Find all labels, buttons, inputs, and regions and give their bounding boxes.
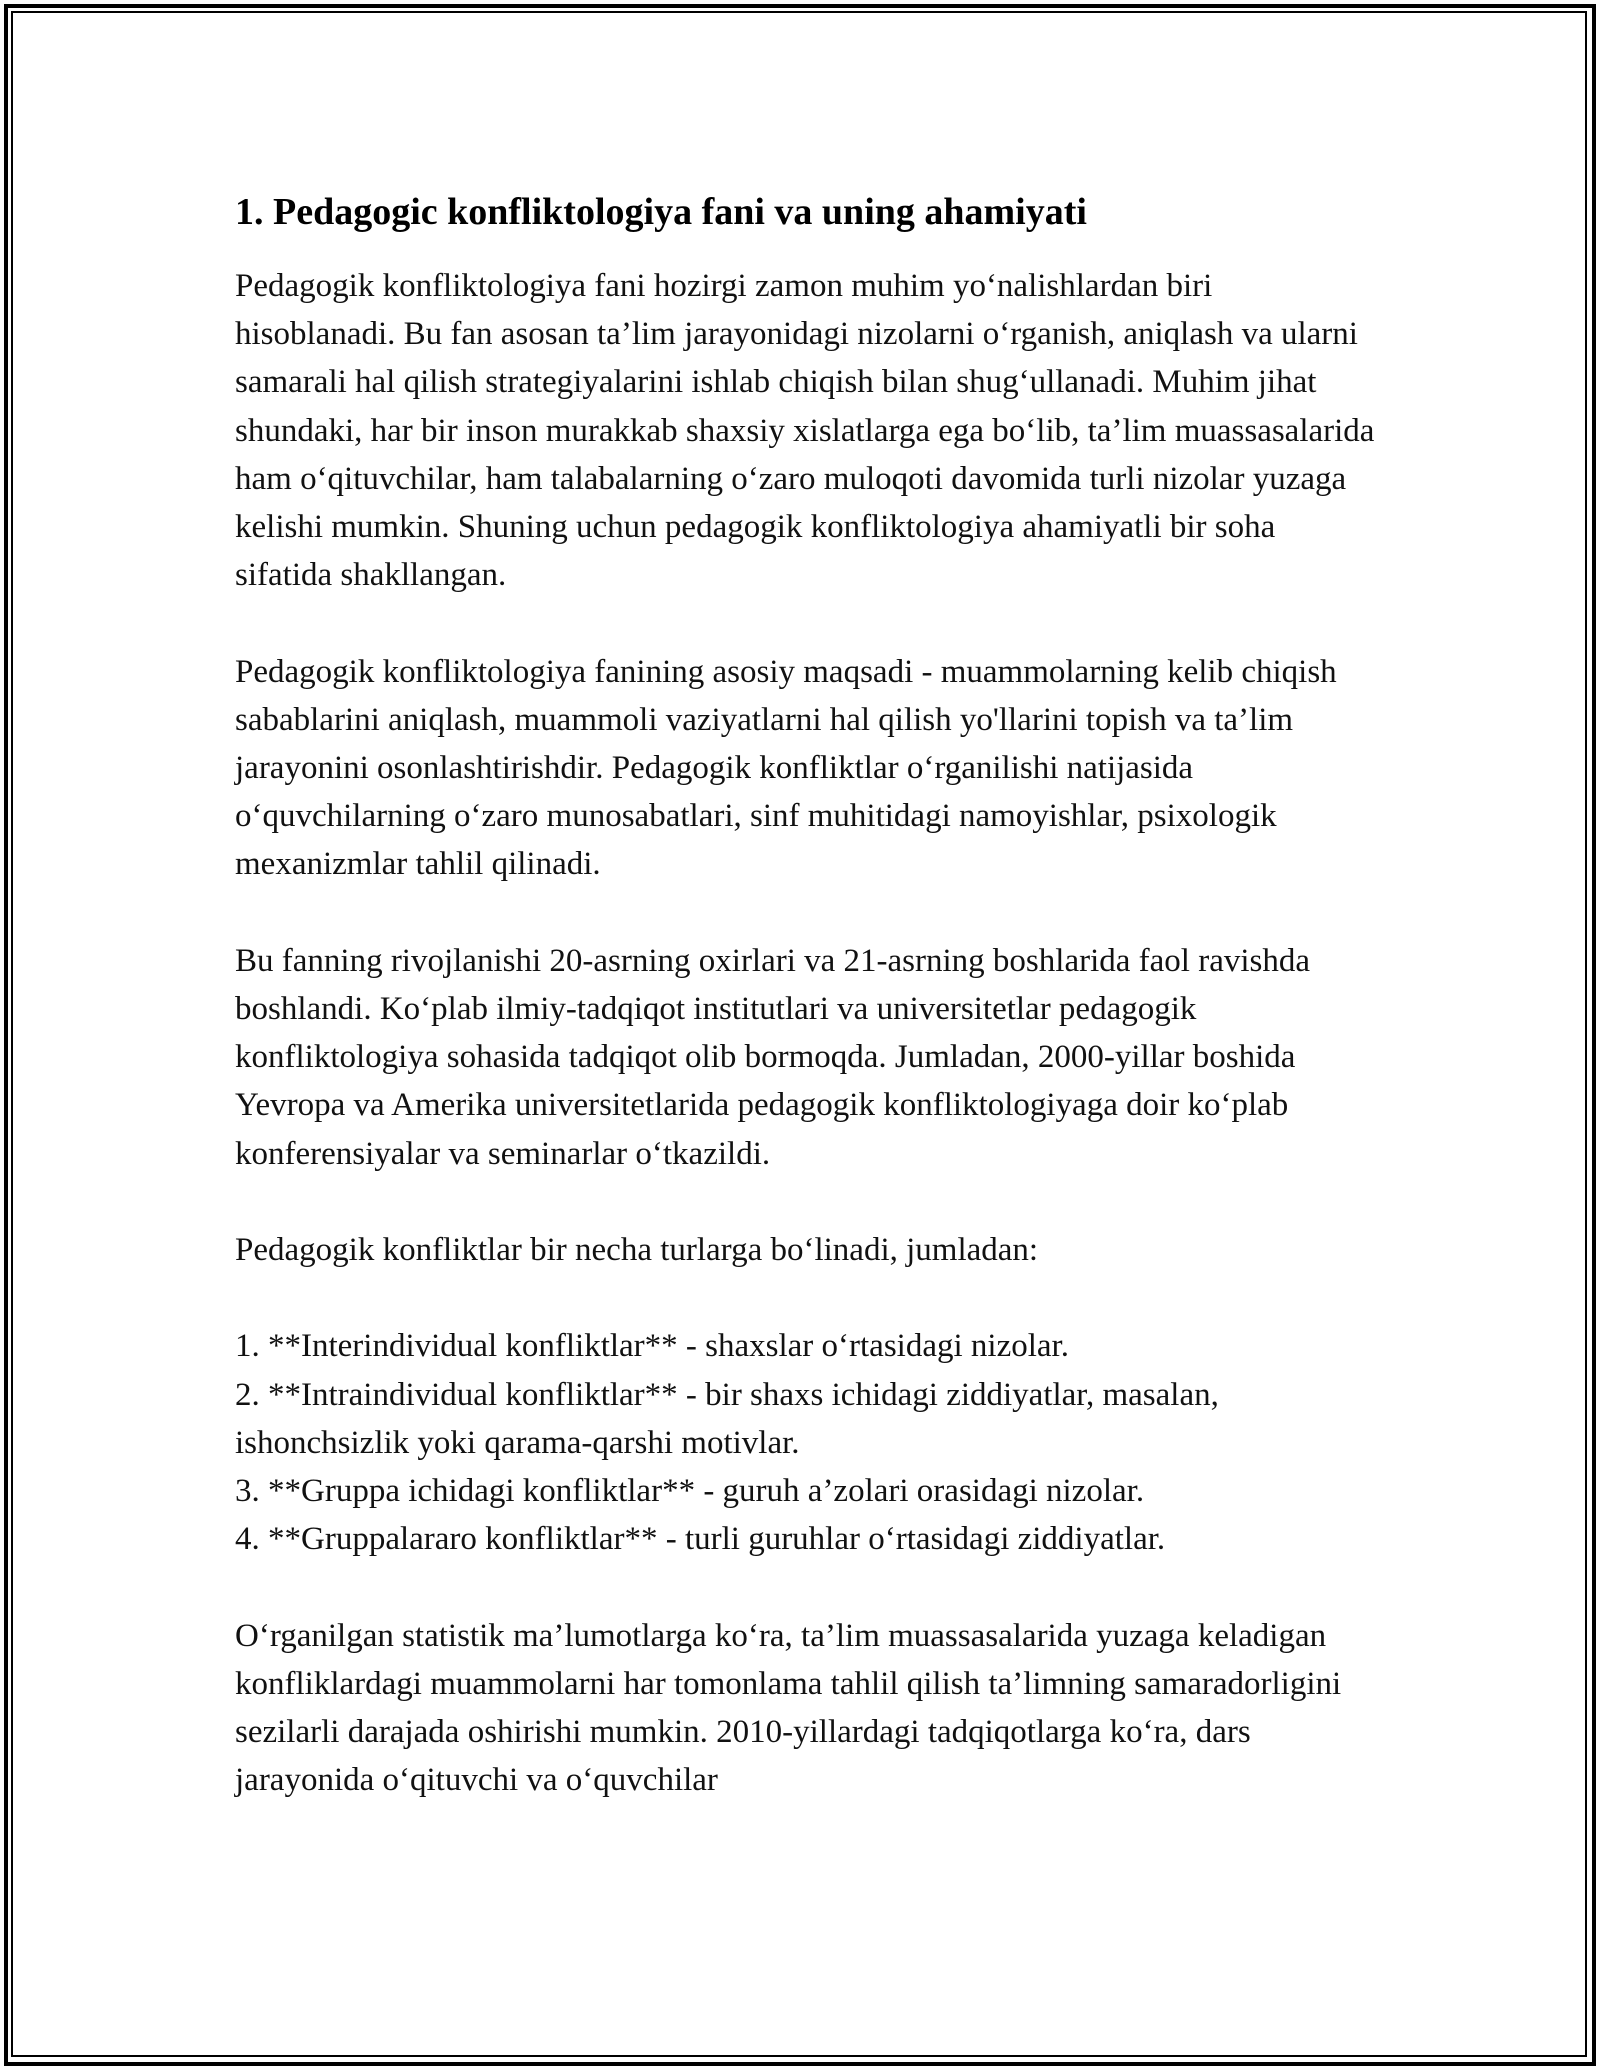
paragraph-gap (235, 1274, 1375, 1322)
document-body (235, 262, 1375, 1804)
list-item: 3. **Gruppa ichidagi konfliktlar** - guruh a’zolari orasidagi nizolar. (235, 1473, 1145, 1510)
conflict-types-list (235, 1322, 1375, 1563)
paragraph-goal: Pedagogik konfliktologiya fanining asosiy maqsadi - muammolarning kelib chiqish sabablarini aniqlash, muammoli vaziyatlarni hal qilish yo'llarini topish va ta’lim jarayonini osonlashtirishdir. Pedagogik konfliktlar o‘rganilishi natijasida o‘quvchilarning o‘zaro munosabatlari, sinf muhitidagi namoyishlar, psixologik mexanizmlar tahlil qilinadi. (235, 653, 1337, 883)
paragraph-history: Bu fanning rivojlanishi 20-asrning oxirlari va 21-asrning boshlarida faol ravishda boshlandi. Ko‘plab ilmiy-tadqiqot institutlari va universitetlar pedagogik konfliktologiya sohasida tadqiqot olib bormoqda. Jumladan, 2000-yillar boshida Yevropa va Amerika universitetlarida pedagogik konfliktologiyaga doir ko‘plab konferensiyalar va seminarlar o‘tkazildi. (235, 942, 1310, 1172)
paragraph-gap (235, 889, 1375, 937)
paragraph-intro: Pedagogik konfliktologiya fani hozirgi zamon muhim yo‘nalishlardan biri hisoblanadi. Bu fan asosan ta’lim jarayonidagi nizolarni o‘rganish, aniqlash va ularni samarali hal qilish strategiyalarini ishlab chiqish bilan shug‘ullanadi. Muhim jihat shundaki, har bir inson murakkab shaxsiy xislatlarga ega bo‘lib, ta’lim muassasalarida ham o‘qituvchilar, ham talabalarning o‘zaro muloqoti davomida turli nizolar yuzaga kelishi mumkin. Shuning uchun pedagogik konfliktologiya ahamiyatli bir soha sifatida shakllangan. (235, 268, 1375, 594)
paragraph-gap (235, 599, 1375, 647)
paragraph-gap (235, 1563, 1375, 1611)
section-title: 1. Pedagogic konfliktologiya fani va uning ahamiyati (235, 191, 1087, 233)
paragraph-types-intro: Pedagogik konfliktlar bir necha turlarga bo‘linadi, jumladan: (235, 1232, 1039, 1269)
list-item: 1. **Interindividual konfliktlar** - shaxslar o‘rtasidagi nizolar. (235, 1328, 1069, 1365)
list-item: 2. **Intraindividual konfliktlar** - bir shaxs ichidagi ziddiyatlar, masalan, ishonchsizlik yoki qarama-qarshi motivlar. (235, 1376, 1219, 1461)
document-page (235, 188, 1375, 1804)
paragraph-gap (235, 1178, 1375, 1226)
list-item: 4. **Gruppalararo konfliktlar** - turli guruhlar o‘rtasidagi ziddiyatlar. (235, 1521, 1166, 1558)
paragraph-statistics: O‘rganilgan statistik ma’lumotlarga ko‘ra, ta’lim muassasalarida yuzaga keladigan konfliklardagi muammolarni har tomonlama tahlil qilish ta’limning samaradorligini sezilarli darajada oshirishi mumkin. 2010-yillardagi tadqiqotlarga ko‘ra, dars jarayonida o‘qituvchi va o‘quvchilar (235, 1617, 1342, 1799)
